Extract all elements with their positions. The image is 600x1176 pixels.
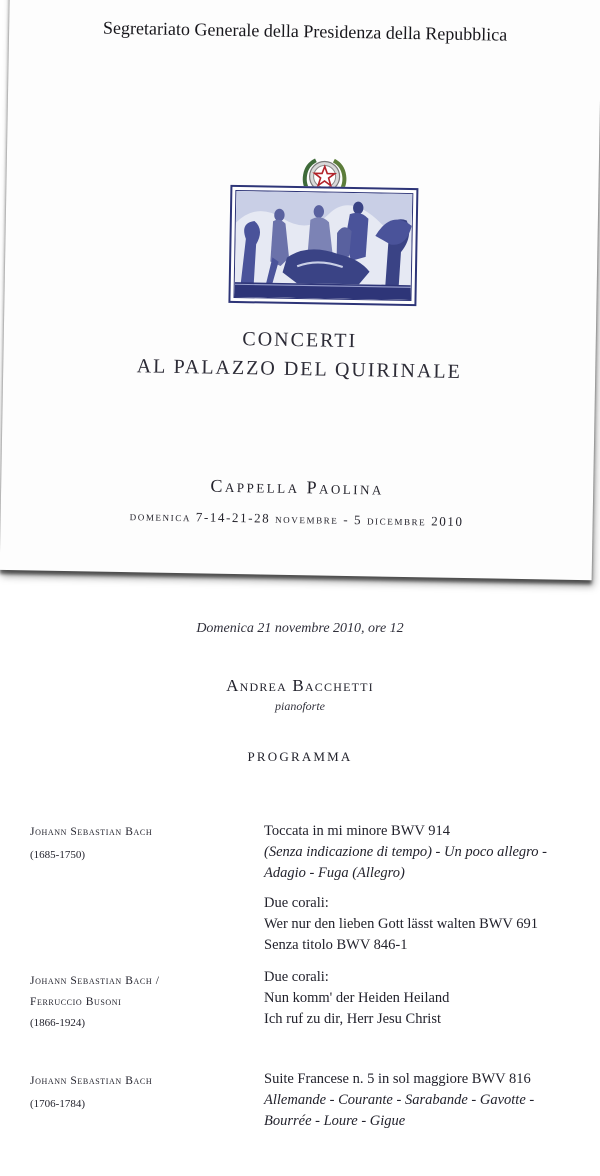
cover-title-line-1: CONCERTI xyxy=(242,328,358,353)
work-title: Due corali: xyxy=(264,969,329,985)
work-movements: Bourrée - Loure - Gigue xyxy=(264,1113,406,1129)
composer-years: (1685-1750) xyxy=(30,849,85,861)
concert-dates: domenica 7-14-21-28 novembre - 5 dicembre 2010 xyxy=(129,508,464,529)
work-title: Suite Francese n. 5 in sol maggiore BWV 816 xyxy=(264,1071,531,1087)
program-entry-1-composer xyxy=(30,822,152,866)
issuer-header: Segretariato Generale della Presidenza della Repubblica xyxy=(102,17,508,45)
composer-name: Johann Sebastian Bach xyxy=(30,826,153,838)
work-title: Toccata in mi minore BWV 914 xyxy=(264,823,450,839)
performer-name: Andrea Bacchetti xyxy=(226,676,374,695)
work-title: Due corali: xyxy=(264,895,329,911)
concert-date: Domenica 21 novembre 2010, ore 12 xyxy=(196,621,404,636)
work-title: Nun komm' der Heiden Heiland xyxy=(264,990,450,1006)
fresco-engraving-image xyxy=(228,185,418,306)
program-entry-1-works xyxy=(264,821,547,956)
program-entry-2-works xyxy=(264,967,449,1030)
composer-years: (1866-1924) xyxy=(30,1017,85,1029)
work-title: Wer nur den lieben Gott lässt walten BWV 691 xyxy=(264,916,539,932)
work-movements: Adagio - Fuga (Allegro) xyxy=(264,865,405,881)
composer-name: Ferruccio Busoni xyxy=(30,996,122,1008)
composer-years: (1706-1784) xyxy=(30,1098,85,1110)
program-entry-3-composer xyxy=(30,1071,152,1115)
program-entry-3-works xyxy=(264,1069,534,1132)
work-title: Senza titolo BWV 846-1 xyxy=(264,937,408,953)
composer-name: Johann Sebastian Bach / xyxy=(30,975,160,987)
work-title: Ich ruf zu dir, Herr Jesu Christ xyxy=(264,1011,441,1027)
invitation-card xyxy=(0,0,600,580)
program-entry-2-composer xyxy=(30,971,160,1034)
cover-title-line-2: AL PALAZZO DEL QUIRINALE xyxy=(136,355,463,383)
composer-name: Johann Sebastian Bach xyxy=(30,1075,153,1087)
performer-instrument: pianoforte xyxy=(275,699,325,713)
work-movements: (Senza indicazione di tempo) - Un poco allegro - xyxy=(264,844,547,860)
program-heading: PROGRAMMA xyxy=(247,749,353,764)
venue-name: Cappella Paolina xyxy=(210,475,385,499)
work-movements: Allemande - Courante - Sarabande - Gavotte - xyxy=(264,1092,535,1108)
